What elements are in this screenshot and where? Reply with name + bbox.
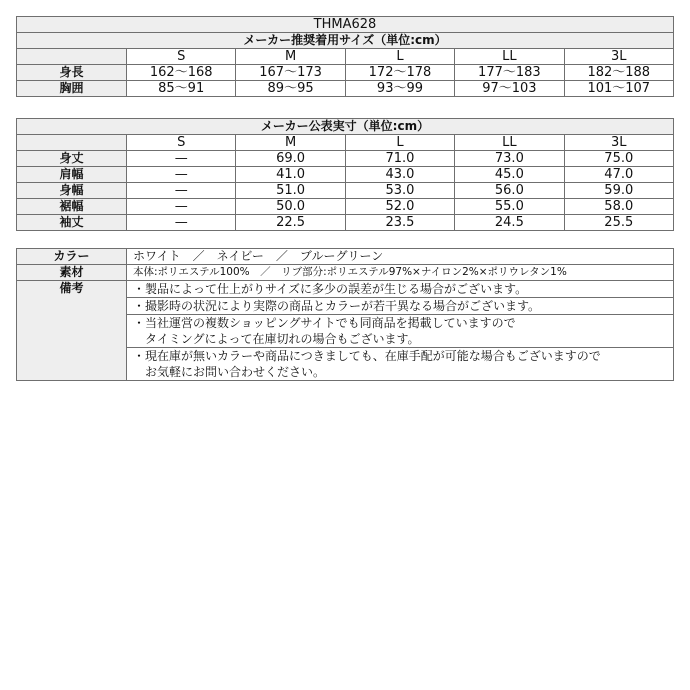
table-cell: — — [127, 199, 236, 215]
table-cell: 52.0 — [345, 199, 454, 215]
note-item — [127, 298, 673, 315]
table-row — [17, 199, 674, 215]
table-row — [17, 167, 674, 183]
notes-row — [17, 281, 674, 381]
table-cell: 172〜178 — [345, 65, 454, 81]
table-cell: 75.0 — [564, 151, 673, 167]
material-value: 本体:ポリエステル100% ／ リブ部分:ポリエステル97%×ナイロン2%×ポリウレタン1% — [127, 265, 674, 281]
table-cell: 101〜107 — [564, 81, 673, 97]
table-cell: 56.0 — [455, 183, 564, 199]
note-line: ・撮影時の状況により実際の商品とカラーが若干異なる場合がございます。 — [133, 299, 541, 313]
table-cell: 22.5 — [236, 215, 345, 231]
product-code: THMA628 — [17, 17, 674, 33]
color-value: ホワイト ／ ネイビー ／ ブルーグリーン — [127, 249, 674, 265]
table-cell: 23.5 — [345, 215, 454, 231]
size-header: LL — [455, 135, 564, 151]
table-cell: 85〜91 — [127, 81, 236, 97]
table-cell: 59.0 — [564, 183, 673, 199]
table-cell: 93〜99 — [345, 81, 454, 97]
table-cell: — — [127, 151, 236, 167]
table-cell: 41.0 — [236, 167, 345, 183]
color-label: カラー — [17, 249, 127, 265]
table-cell: 162〜168 — [127, 65, 236, 81]
table-cell: 43.0 — [345, 167, 454, 183]
actual-size-table — [16, 118, 674, 231]
size-header: 3L — [564, 135, 673, 151]
note-line: ・製品によって仕上がりサイズに多少の誤差が生じる場合がございます。 — [133, 282, 528, 296]
size-header: S — [127, 135, 236, 151]
table-cell: 177〜183 — [455, 65, 564, 81]
table-row — [17, 215, 674, 231]
actual-title: メーカー公表実寸（単位:cm） — [17, 119, 674, 135]
size-header: LL — [455, 49, 564, 65]
note-line: タイミングによって在庫切れの場合もございます。 — [133, 332, 420, 346]
table-row — [17, 151, 674, 167]
size-header: S — [127, 49, 236, 65]
material-label: 素材 — [17, 265, 127, 281]
table-cell: 73.0 — [455, 151, 564, 167]
table-cell: 25.5 — [564, 215, 673, 231]
table-row — [17, 81, 674, 97]
note-item — [127, 315, 673, 348]
table-cell: 51.0 — [236, 183, 345, 199]
header-blank — [17, 135, 127, 151]
table-cell: 47.0 — [564, 167, 673, 183]
table-cell: 182〜188 — [564, 65, 673, 81]
note-line: ・当社運営の複数ショッピングサイトでも同商品を掲載していますので — [133, 316, 516, 330]
note-item — [127, 281, 673, 298]
note-line: ・現在庫が無いカラーや商品につきましても、在庫手配が可能な場合もございますので — [133, 349, 601, 363]
table-row — [17, 65, 674, 81]
table-cell: — — [127, 215, 236, 231]
table-cell: 55.0 — [455, 199, 564, 215]
table-row — [17, 183, 674, 199]
note-line: お気軽にお問い合わせください。 — [133, 365, 326, 379]
size-header: L — [345, 49, 454, 65]
recommended-size-table — [16, 16, 674, 97]
table-cell: 69.0 — [236, 151, 345, 167]
table-cell: 167〜173 — [236, 65, 345, 81]
size-header: 3L — [564, 49, 673, 65]
table-cell: 71.0 — [345, 151, 454, 167]
table-cell: 45.0 — [455, 167, 564, 183]
table-cell: 97〜103 — [455, 81, 564, 97]
table-cell: 50.0 — [236, 199, 345, 215]
row-label: 裾幅 — [17, 199, 127, 215]
table-cell: 58.0 — [564, 199, 673, 215]
row-label: 肩幅 — [17, 167, 127, 183]
row-label: 身丈 — [17, 151, 127, 167]
color-row — [17, 249, 674, 265]
table-cell: 89〜95 — [236, 81, 345, 97]
row-label: 胸囲 — [17, 81, 127, 97]
product-info-table — [16, 248, 674, 381]
note-item — [127, 348, 673, 380]
table-cell: — — [127, 183, 236, 199]
size-header: M — [236, 49, 345, 65]
material-row — [17, 265, 674, 281]
notes-container — [127, 281, 674, 381]
table-cell: 24.5 — [455, 215, 564, 231]
row-label: 身幅 — [17, 183, 127, 199]
table-cell: 53.0 — [345, 183, 454, 199]
row-label: 袖丈 — [17, 215, 127, 231]
notes-label: 備考 — [17, 281, 127, 381]
size-header: M — [236, 135, 345, 151]
table-cell: — — [127, 167, 236, 183]
recommended-title: メーカー推奨着用サイズ（単位:cm） — [17, 33, 674, 49]
row-label: 身長 — [17, 65, 127, 81]
header-blank — [17, 49, 127, 65]
size-header: L — [345, 135, 454, 151]
